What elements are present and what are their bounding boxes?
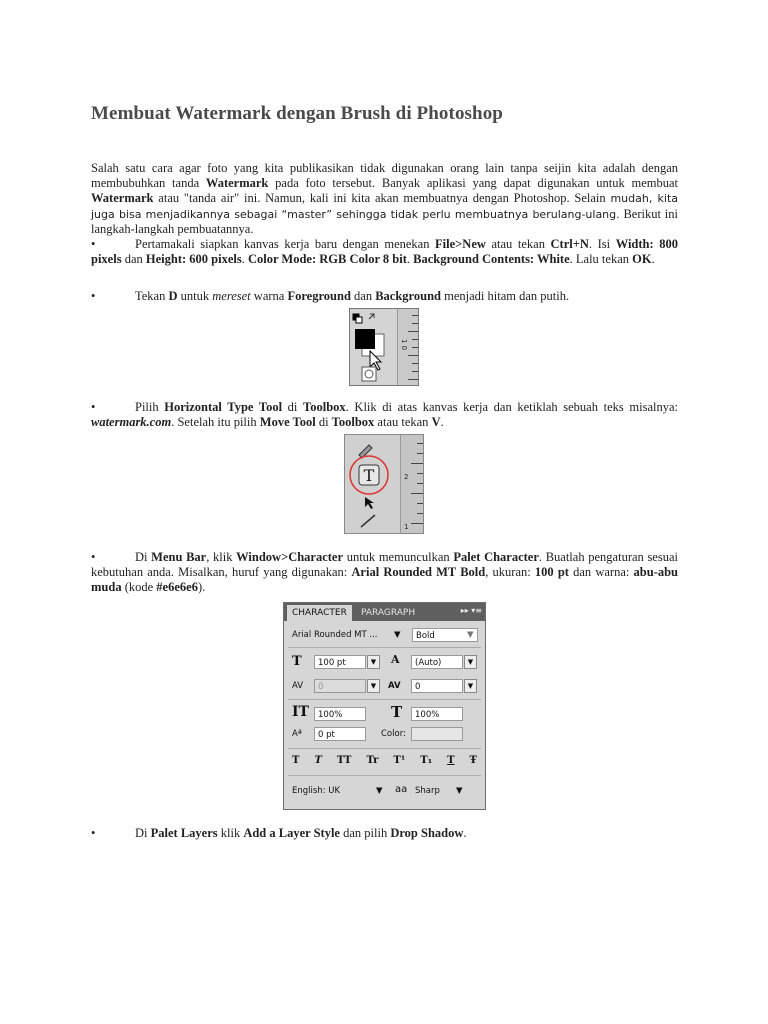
tab-character[interactable]: CHARACTER (287, 605, 352, 621)
vertical-scale-field[interactable]: 100% (314, 707, 366, 721)
horizontal-scale-icon: T (391, 703, 403, 721)
panel-tabs (284, 603, 485, 621)
step-5: • Di Palet Layers klik Add a Layer Style dan pilih Drop Shadow. (91, 826, 467, 840)
leading-field[interactable]: (Auto) (411, 655, 463, 669)
kerning-icon: AV (292, 681, 304, 691)
faux-italic-button[interactable]: T (314, 755, 322, 766)
step-4: • Di Menu Bar, klik Window>Character untuk memunculkan Palet Character. Buatlah pengaturan sesuai kebutuhan anda. Misalkan, huruf yang digunakan: Arial Rounded MT Bold, ukuran: 100 pt dan warna: abu-abu muda (kode #e6e6e6). (91, 550, 678, 595)
intro-paragraph: Salah satu cara agar foto yang kita publikasikan tidak digunakan orang lain tanpa seijin kita adalah dengan membubuhkan tanda Watermark pada foto tersebut. Banyak aplikasi yang dapat digunakan untuk membuat Watermark atau "tanda air" ini. Namun, kali ini kita akan membuatnya dengan Photoshop. Selain mudah, kita juga bisa menjadikannya sebagai “master” sehingga tidak perlu membuatnya berulang-ulang. Berikut ini langkah-langkah pembuatannya. (91, 161, 678, 236)
toolbox-type-tool-image (344, 434, 424, 534)
character-panel-image (283, 602, 486, 810)
font-style-select[interactable]: Bold (412, 628, 478, 642)
baseline-shift-field[interactable]: 0 pt (314, 727, 366, 741)
type-tool-icons (345, 435, 401, 533)
small-caps-button[interactable]: Tr (366, 755, 379, 766)
faux-bold-button[interactable]: T (292, 755, 300, 766)
baseline-shift-icon: Aª (292, 729, 302, 739)
color-swatch[interactable] (411, 727, 463, 741)
chevron-down-icon[interactable]: ▼ (467, 630, 474, 640)
tracking-icon: AV (388, 681, 401, 691)
page-title: Membuat Watermark dengan Brush di Photoshop (91, 103, 503, 124)
strikethrough-button[interactable]: Ŧ (469, 755, 477, 766)
color-swatch-icons (350, 309, 398, 385)
type-style-buttons (292, 755, 477, 766)
chevron-down-icon[interactable]: ▼ (367, 655, 380, 669)
chevron-down-icon[interactable]: ▼ (367, 679, 380, 693)
font-family-select[interactable]: Arial Rounded MT ... (292, 630, 378, 640)
font-size-icon: T (292, 654, 302, 669)
vertical-scale-icon: IT (292, 704, 309, 720)
svg-text:T: T (363, 466, 375, 485)
step-2: • Tekan D untuk mereset warna Foreground dan Background menjadi hitam dan putih. (91, 289, 570, 303)
language-select[interactable]: English: UK (292, 786, 341, 796)
tracking-field[interactable]: 0 (411, 679, 463, 693)
chevron-down-icon[interactable]: ▼ (376, 786, 383, 796)
chevron-down-icon[interactable]: ▼ (464, 679, 477, 693)
horizontal-scale-field[interactable]: 100% (411, 707, 463, 721)
ruler: 1 0 (397, 309, 418, 385)
chevron-down-icon[interactable]: ▼ (464, 655, 477, 669)
subscript-button[interactable]: T₁ (420, 755, 433, 766)
kerning-field[interactable]: 0 (314, 679, 366, 693)
superscript-button[interactable]: T¹ (393, 755, 406, 766)
tab-paragraph[interactable]: PARAGRAPH (361, 608, 416, 618)
font-size-field[interactable]: 100 pt (314, 655, 366, 669)
toolbox-color-swatches-image (349, 308, 419, 386)
underline-button[interactable]: T (447, 755, 455, 766)
color-label: Color: (381, 729, 406, 739)
all-caps-button[interactable]: TT (336, 755, 352, 766)
anti-alias-icon: aa (395, 784, 408, 795)
chevron-down-icon[interactable]: ▼ (394, 630, 401, 640)
chevron-down-icon[interactable]: ▼ (456, 786, 463, 796)
ruler: 2 1 (400, 435, 423, 533)
step-3: • Pilih Horizontal Type Tool di Toolbox. Klik di atas kanvas kerja dan ketiklah sebuah teks misalnya: watermark.com. Setelah itu pilih Move Tool di Toolbox atau tekan V. (91, 400, 678, 430)
leading-icon: A (391, 653, 400, 666)
anti-alias-select[interactable]: Sharp (415, 786, 440, 796)
step-1: • Pertamakali siapkan kanvas kerja baru dengan menekan File>New atau tekan Ctrl+N. Isi Width: 800 pixels dan Height: 600 pixels. Color Mode: RGB Color 8 bit. Background Contents: White. Lalu tekan OK. (91, 237, 678, 267)
panel-menu-icon[interactable]: ▸▸ ▾≡ (460, 606, 482, 615)
